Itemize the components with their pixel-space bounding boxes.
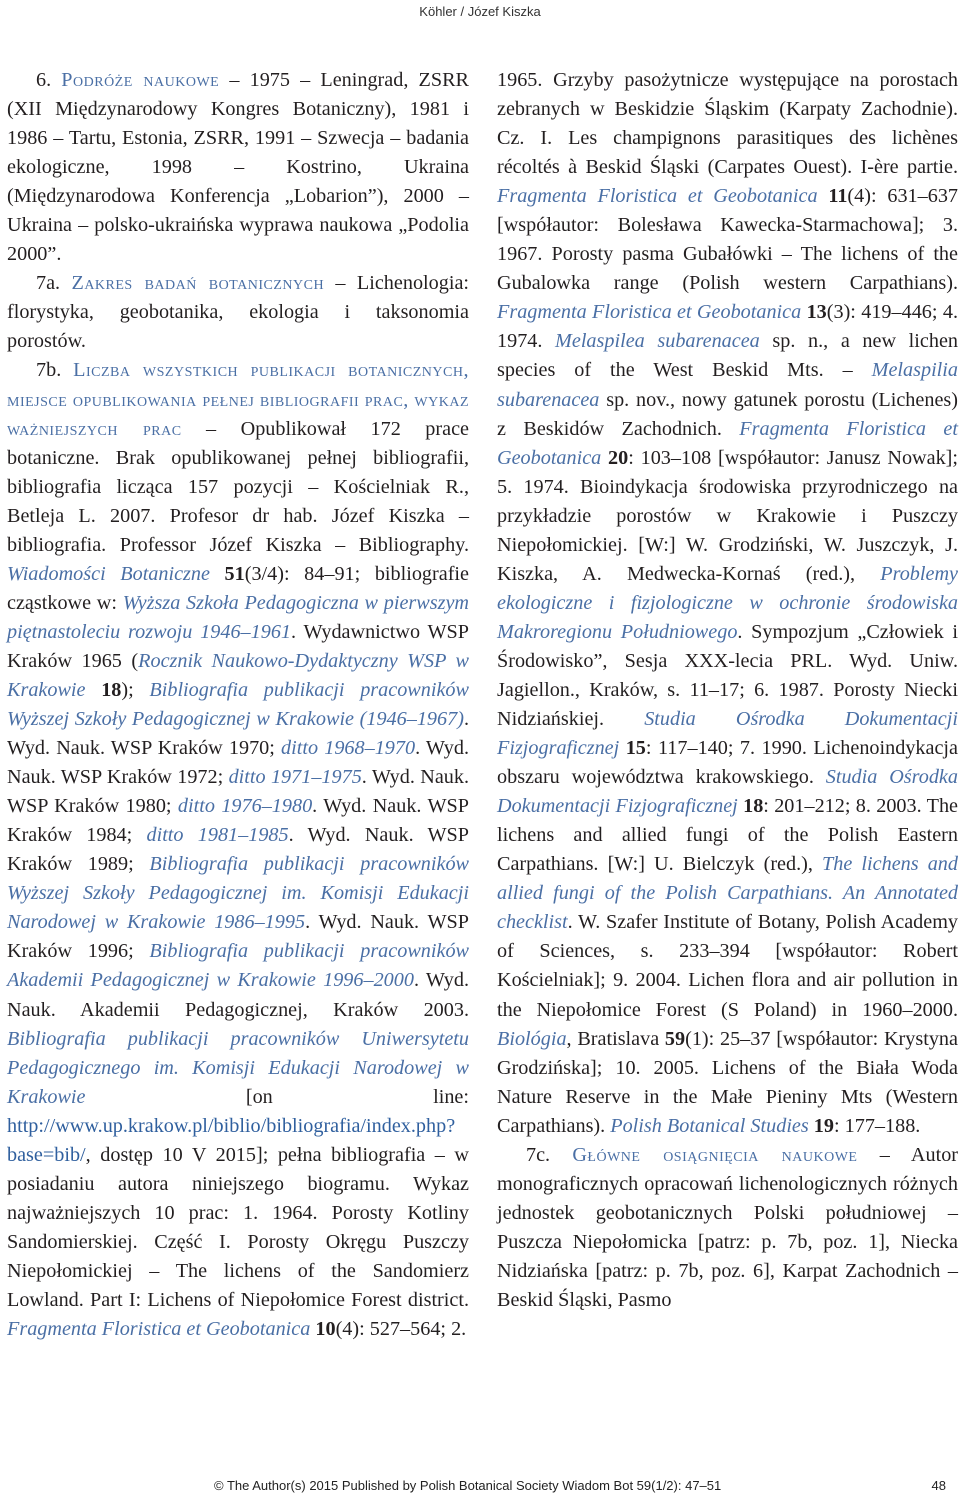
- body-text: . Wyd. Nauk. Akademii Pedagogicznej, Kraków 2003.: [7, 969, 469, 1021]
- journal-title: Fragmenta Floristica et Geobotanica: [7, 1318, 311, 1341]
- page-number: 48: [931, 1478, 946, 1493]
- body-text: . Wyd. Nauk. WSP Kraków 1980;: [7, 766, 470, 818]
- body-text: (4): 631–637 [współautor: Bolesława Kawecka-Starmachowa]; 3. 1967. Porosty pasma Gubałówki – The lichens of the Gubalowka range (Polish western Carpathians).: [497, 185, 959, 295]
- journal-title: Wiadomości Botaniczne: [7, 562, 210, 585]
- body-text: [on line:: [85, 1085, 469, 1108]
- publication-list-continued: [497, 66, 958, 1141]
- bibliography-link[interactable]: http://www.up.krakow.pl/biblio/bibliografia/index.php?base=bib/: [7, 1114, 456, 1166]
- volume-number: 20: [608, 446, 629, 469]
- volume-number: 13: [806, 301, 827, 324]
- volume-number: 18: [101, 678, 122, 701]
- volume-number: 19: [813, 1114, 834, 1137]
- section-body: – Autor monograficznych opracowań lichenologicznych różnych jednostek geobotanicznych Polski południowej – Puszcza Niepołomicka [patrz: p. 7b, poz. 1], Niecka Nidziańska [patrz: p. 7b, poz. 6], Karpat Zachodnich – Beskid Śląski, Pasmo: [497, 1143, 959, 1311]
- species-name: Melaspilea subarenacea: [555, 330, 760, 353]
- page-footer: [0, 1478, 960, 1498]
- footer-copyright: © The Author(s) 2015 Published by Polish Botanical Society Wiadom Bot 59(1/2): 47–51: [214, 1478, 722, 1493]
- section-body: – Lichenologia: florystyka, geobotanika, ekologia i taksonomia porostów.: [7, 272, 470, 353]
- body-text: , Bratislava: [566, 1027, 665, 1050]
- body-text: . Wyd. Nauk. WSP Kraków 1996;: [7, 911, 469, 963]
- publication-title: ditto 1971–1975: [228, 766, 362, 789]
- section-number: 6.: [36, 69, 62, 91]
- publication-title: The lichens and allied fungi of the Polish Carpathians. An Annotated checklist: [497, 853, 958, 934]
- body-text: (3/4): 84–91; bibliografie cząstkowe w:: [7, 562, 469, 614]
- body-text: (4): 527–564; 2.: [335, 1318, 467, 1341]
- body-text: : 201–212; 8. 2003. The lichens and allied fungi of the Polish Eastern Carpathians. [W:] U. Bielczyk (red.),: [497, 795, 958, 876]
- publication-title: Problemy ekologiczne i fizjologiczne w ochronie środowiska Makroregionu Południowego: [497, 562, 958, 643]
- volume-number: 59: [664, 1027, 686, 1050]
- publication-title: ditto 1968–1970: [281, 737, 416, 760]
- journal-title: Fragmenta Floristica et Geobotanica: [497, 185, 818, 208]
- publication-title: Bibliografia publikacji pracowników Uniwersytetu Pedagogicznego im. Komisji Edukacji Narodowej w Krakowie: [7, 1027, 469, 1108]
- body-text: : 103–108 [współautor: Janusz Nowak]; 5. 1974. Bioindykacja środowiska przyrodniczego na przykładzie porostów w Krakowie i Puszczy Niepołomickiej. [W:] W. Grodziński, W. Juszczyk, J. Kiszka, A. Medwecka-Kornaś (red.),: [497, 446, 959, 585]
- publication-title: Bibliografia publikacji pracowników Wyższej Szkoły Pedagogicznej im. Komisji Edukacji Narodowej w Krakowie 1986–1995: [7, 853, 470, 934]
- body-text: . Wyd. Nauk. WSP Kraków 1970;: [7, 708, 469, 760]
- volume-number: 10: [315, 1318, 336, 1341]
- body-text: . Wyd. Nauk. WSP Kraków 1989;: [7, 824, 470, 876]
- body-text: . Wydawnictwo WSP Kraków 1965 (: [7, 620, 469, 672]
- volume-number: 18: [743, 795, 764, 818]
- section-heading: Podróże naukowe: [61, 69, 220, 91]
- species-name: Melaspilia subarenacea: [497, 359, 958, 411]
- section-7a-paragraph: [7, 269, 469, 356]
- publication-title: Bibliografia publikacji pracowników Wyższej Szkoły Pedagogicznej w Krakowie (1946–1967): [7, 678, 469, 731]
- right-column: [497, 66, 958, 1315]
- journal-title: Fragmenta Floristica et Geobotanica: [497, 301, 802, 324]
- section-number: 7a.: [36, 272, 72, 295]
- running-header: Köhler / Józef Kiszka: [419, 4, 541, 19]
- publication-title: Bibliografia publikacji pracowników Akademii Pedagogicznej w Krakowie 1996–2000: [7, 940, 470, 992]
- journal-title: Polish Botanical Studies: [610, 1114, 809, 1137]
- body-text: : 177–188.: [833, 1114, 921, 1137]
- body-text: , dostęp 10 V 2015]; pełna bibliografia – w posiadaniu autora niniejszego biogramu. Wykaz najważniejszych 10 prac: 1. 1964. Porosty Kotliny Sandomierskiej. Część I. Porosty Okręgu Puszczy Niepołomickiej – The lichens of the Sandomierz Lowland. Part I: Lichens of Niepołomice Forest district.: [7, 1143, 469, 1311]
- volume-number: 11: [828, 185, 848, 208]
- body-text: . Wyd. Nauk. WSP Kraków 1984;: [7, 795, 469, 847]
- section-7c-paragraph: [497, 1141, 958, 1315]
- section-6-paragraph: [7, 66, 469, 269]
- body-text: . Sympozjum „Człowiek i Środowisko”, Sesja XXX-lecia PRL. Wyd. Uniw. Jagiellon., Kraków, s. 11–17; 6. 1987. Porosty Niecki Nidziańskiej.: [497, 620, 958, 731]
- body-text: 1965. Grzyby pasożytnicze występujące na porostach zebranych w Beskidzie Śląskim (Karpaty Zachodnie). Cz. I. Les champignons parasitiques des lichènes récoltés à Beskid Śląski (Carpates Ouest). I-ère partie.: [497, 69, 958, 179]
- section-7b-paragraph: [7, 356, 469, 1344]
- section-body: – 1975 – Leningrad, ZSRR (XII Międzynarodowy Kongres Botaniczny), 1981 i 1986 – Tartu, Estonia, ZSRR, 1991 – Szwecja – badania ekologiczne, 1998 – Kostrino, Ukraina (Międzynarodowa Konferencja „Lobarion”), 2000 – Ukraina – polsko-ukraińska wyprawa naukowa „Podolia 2000”.: [7, 69, 469, 266]
- body-text: . W. Szafer Institute of Botany, Polish Academy of Sciences, s. 233–394 [współautor: Robert Kościelniak]; 9. 2004. Lichen flora and air pollution in the Niepołomice Forest (S Poland) in 1960–2000.: [497, 911, 958, 1021]
- body-text: );: [121, 678, 150, 701]
- section-number: 7c.: [526, 1143, 573, 1166]
- journal-title: Fragmenta Floristica et Geobotanica: [497, 417, 959, 469]
- journal-title: Biológia: [497, 1027, 567, 1050]
- left-column: [7, 66, 469, 1344]
- section-heading: Zakres badań botanicznych: [71, 272, 325, 295]
- publication-title: Rocznik Naukowo-Dydaktyczny WSP w Krakowie: [7, 649, 469, 701]
- journal-title: Studia Ośrodka Dokumentacji Fizjograficznej: [497, 708, 958, 760]
- body-text: (3): 419–446; 4. 1974.: [497, 301, 958, 353]
- volume-number: 51: [224, 562, 245, 585]
- section-heading: Liczba wszystkich publikacji botanicznych, miejsce opublikowania pełnej bibliografii prac, wykaz ważniejszych prac: [7, 359, 470, 440]
- section-number: 7b.: [36, 359, 74, 382]
- body-text: : 117–140; 7. 1990. Lichenoindykacja obszaru województwa krakowskiego.: [497, 737, 958, 789]
- section-heading: Główne osiągnięcia naukowe: [572, 1143, 858, 1166]
- body-text: sp. nov., nowy gatunek porostu (Lichenes) z Beskidów Zachodnich.: [497, 388, 958, 440]
- body-text: sp. n., a new lichen species of the West Beskid Mts. –: [497, 330, 958, 382]
- body-text: – Opublikował 172 prace botaniczne. Brak opublikowanej pełnej bibliografii, bibliografia licząca 157 pozycji – Kościelniak R., Betleja L. 2007. Profesor dr hab. Józef Kiszka – bibliografia. Professor Józef Kiszka – Bibliography.: [7, 417, 469, 556]
- publication-title: Wyższa Szkoła Pedagogiczna w pierwszym piętnastoleciu rozwoju 1946–1961: [7, 591, 469, 643]
- publication-title: ditto 1976–1980: [177, 795, 313, 818]
- volume-number: 15: [625, 737, 646, 760]
- publication-title: ditto 1981–1985: [146, 824, 289, 847]
- body-text: (1): 25–37 [współautor: Krystyna Grodzińska]; 10. 2005. Lichens of the Biała Woda Nature Reserve in the Małe Pieniny Mts (Western Carpathians).: [497, 1027, 958, 1137]
- journal-title: Studia Ośrodka Dokumentacji Fizjograficznej: [497, 766, 958, 818]
- body-text: . Wyd. Nauk. WSP Kraków 1972;: [7, 737, 469, 789]
